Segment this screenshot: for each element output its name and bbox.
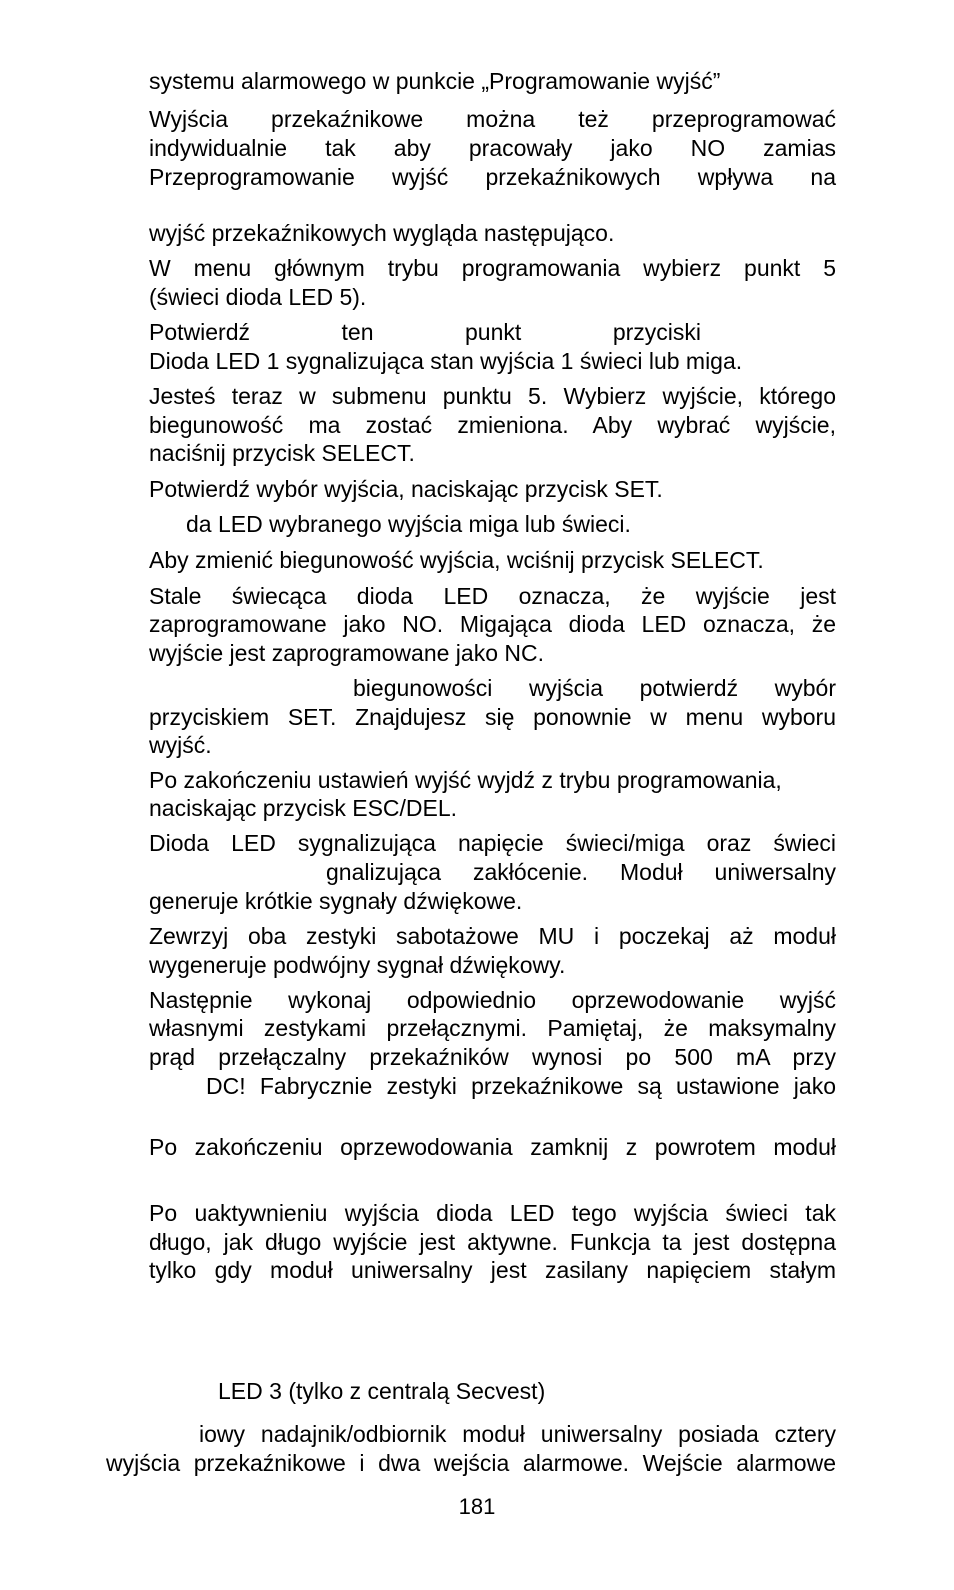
text-line: naciśnij przycisk SELECT. — [149, 440, 415, 466]
text-line: systemu alarmowego w punkcie „Programowanie wyjść” — [149, 68, 721, 94]
text-line: prąd przełączalny przekaźników wynosi po 500 mA przy — [149, 1044, 836, 1070]
text-line: gnalizująca zakłócenie. Moduł uniwersalny — [326, 859, 836, 885]
text-line: wyjścia przekaźnikowe i dwa wejścia alarmowe. Wejście alarmowe — [106, 1450, 836, 1476]
text-line: iowy nadajnik/odbiornik moduł uniwersalny posiada cztery — [199, 1421, 836, 1447]
text-line: Dioda LED 1 sygnalizująca stan wyjścia 1 świeci lub miga. — [149, 348, 743, 374]
text-line: naciskając przycisk ESC/DEL. — [149, 795, 458, 821]
text-line: DC! Fabrycznie zestyki przekaźnikowe są ustawione jako — [206, 1073, 836, 1099]
page-number: 181 — [458, 1494, 496, 1519]
text-line: wyjść. — [149, 732, 212, 758]
text-line: Dioda LED sygnalizująca napięcie świeci/miga oraz świeci — [149, 830, 836, 856]
text-line: wyjście jest zaprogramowane jako NC. — [149, 640, 544, 666]
text-line: W menu głównym trybu programowania wybierz punkt 5 — [149, 255, 836, 281]
text-line: długo, jak długo wyjście jest aktywne. Funkcja ta jest dostępna — [149, 1229, 836, 1255]
text-line: wyjść przekaźnikowych wygląda następująco. — [149, 220, 615, 246]
text-line: biegunowość ma zostać zmieniona. Aby wybrać wyjście, — [149, 412, 836, 438]
text-line: (świeci dioda LED 5). — [149, 284, 367, 310]
text-line: Po zakończeniu oprzewodowania zamknij z powrotem moduł — [149, 1134, 836, 1160]
text-line: zaprogramowane jako NO. Migająca dioda LED oznacza, że — [149, 611, 836, 637]
text-line: Po uaktywnieniu wyjścia dioda LED tego wyjścia świeci tak — [149, 1200, 836, 1226]
text-line: biegunowości wyjścia potwierdź wybór — [353, 675, 836, 701]
text-line: Zewrzyj oba zestyki sabotażowe MU i poczekaj aż moduł — [149, 923, 836, 949]
text-line: LED 3 (tylko z centralą Secvest) — [218, 1378, 546, 1404]
text-line: własnymi zestykami przełącznymi. Pamiętaj, że maksymalny — [149, 1015, 836, 1041]
text-line: Potwierdź wybór wyjścia, naciskając przycisk SET. — [149, 476, 663, 502]
text-line: Po zakończeniu ustawień wyjść wyjdź z trybu programowania, — [149, 767, 782, 793]
text-line: Przeprogramowanie wyjść przekaźnikowych wpływa na — [149, 164, 836, 190]
text-line: tylko gdy moduł uniwersalny jest zasilany napięciem stałym — [149, 1257, 836, 1283]
text-line: indywidualnie tak aby pracowały jako NO zamias — [149, 135, 836, 161]
text-line: Jesteś teraz w submenu punktu 5. Wybierz wyjście, którego — [149, 383, 836, 409]
text-line: Potwierdź ten punkt przyciski — [149, 319, 701, 345]
text-line: generuje krótkie sygnały dźwiękowe. — [149, 888, 523, 914]
text-line: Stale świecąca dioda LED oznacza, że wyjście jest — [149, 583, 836, 609]
text-line: da LED wybranego wyjścia miga lub świeci. — [186, 511, 631, 537]
text-line: wygeneruje podwójny sygnał dźwiękowy. — [149, 952, 566, 978]
text-line: Aby zmienić biegunowość wyjścia, wciśnij przycisk SELECT. — [149, 547, 764, 573]
text-line: Wyjścia przekaźnikowe można też przeprogramować — [149, 106, 836, 132]
text-line: Następnie wykonaj odpowiednio oprzewodowanie wyjść — [149, 987, 836, 1013]
text-line: przyciskiem SET. Znajdujesz się ponownie w menu wyboru — [149, 704, 836, 730]
